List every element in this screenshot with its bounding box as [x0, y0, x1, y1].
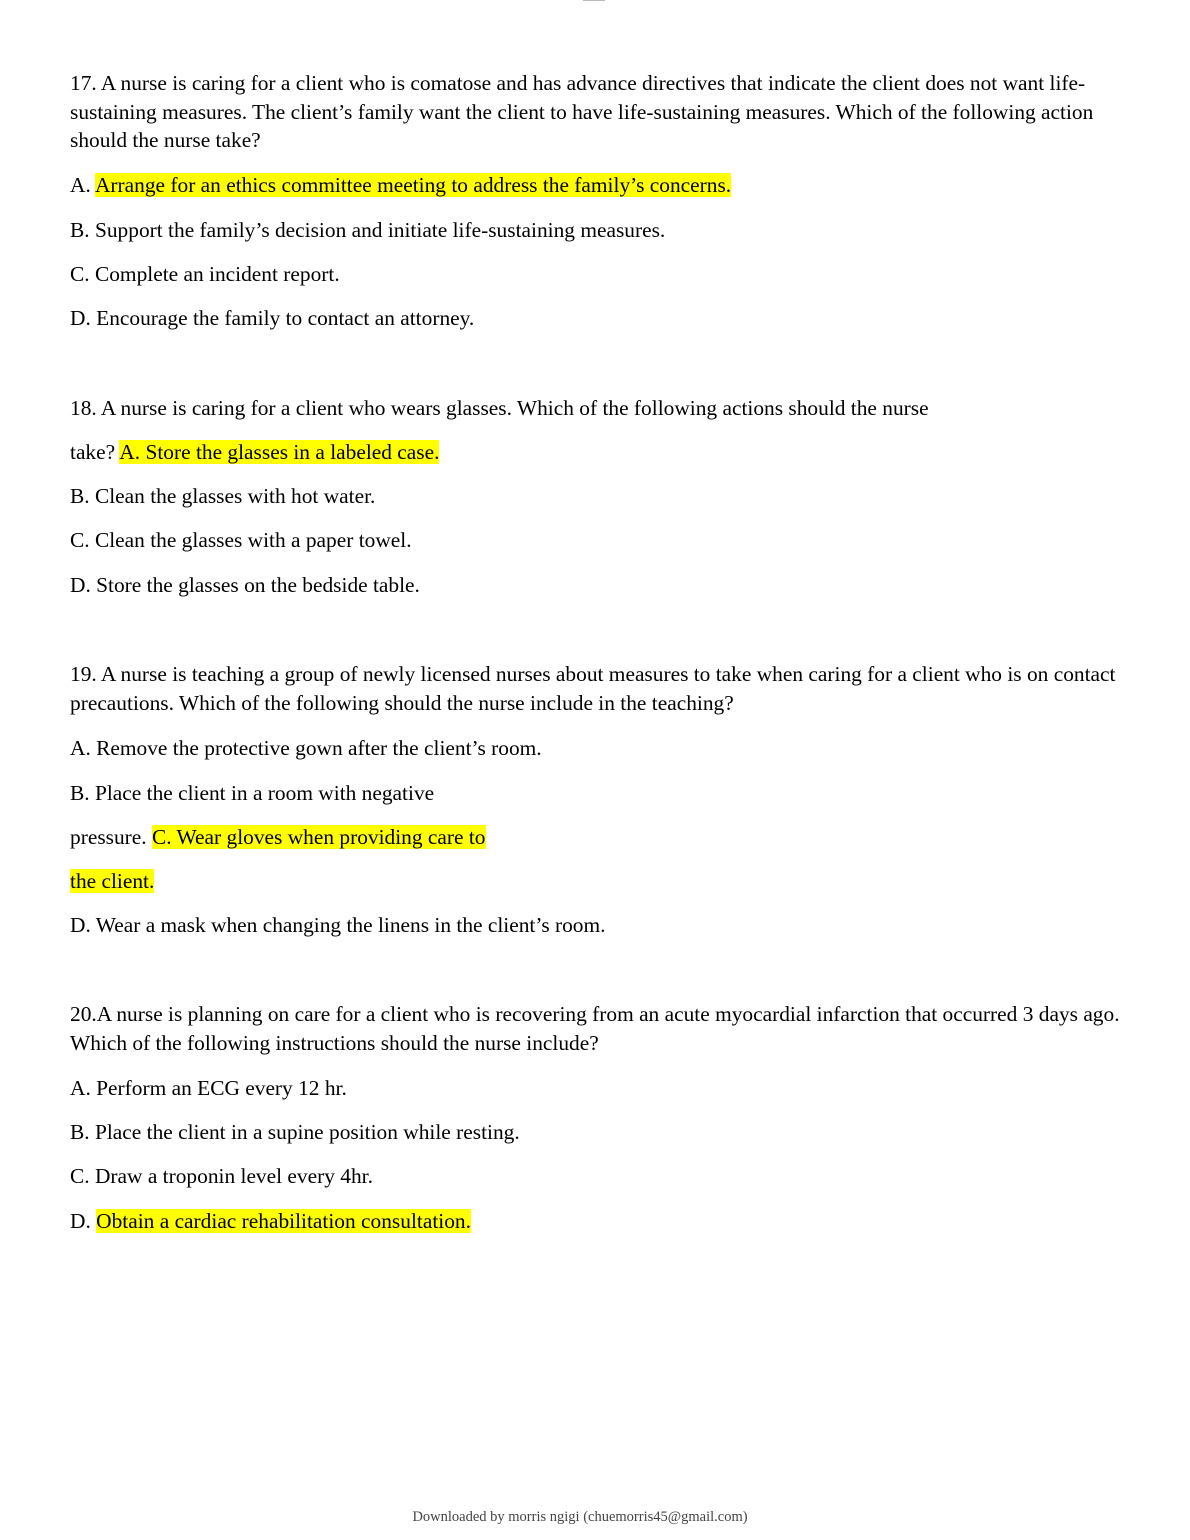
download-footer: Downloaded by morris ngigi (chuemorris45@gmail.com)	[412, 1509, 748, 1525]
q19-option-d: D. Wear a mask when changing the linens in the client’s room.	[70, 913, 606, 937]
page-top-mark	[583, 0, 605, 3]
question-17-text: 17. A nurse is caring for a client who is comatose and has advance directives that indicate the client does not want life-sustaining measures. The client’s family want the client to have life-sustaining measures. Which of the following action should the nurse take?	[70, 71, 1094, 152]
q18-question-tail: take?	[70, 440, 116, 464]
q17-option-a-prefix: A.	[70, 173, 91, 197]
q19-option-c-continued	[70, 867, 154, 896]
q20-option-d	[70, 1207, 471, 1236]
q18-option-a	[70, 438, 439, 467]
q19-option-b: B. Place the client in a room with negative	[70, 781, 435, 805]
q19-option-c-answer-highlight: C. Wear gloves when providing care to	[151, 825, 486, 849]
q20-option-a: A. Perform an ECG every 12 hr.	[70, 1076, 347, 1100]
question-18-text: 18. A nurse is caring for a client who wears glasses. Which of the following actions should the nurse	[70, 396, 929, 420]
q18-option-d: D. Store the glasses on the bedside table.	[70, 573, 420, 597]
q17-option-b: B. Support the family’s decision and initiate life-sustaining measures.	[70, 218, 666, 242]
q17-option-c: C. Complete an incident report.	[70, 262, 340, 286]
q20-option-d-prefix: D.	[70, 1209, 91, 1233]
q18-option-b: B. Clean the glasses with hot water.	[70, 484, 376, 508]
question-19-text: 19. A nurse is teaching a group of newly licensed nurses about measures to take when caring for a client who is on contact precautions. Which of the following should the nurse include in the teaching?	[70, 662, 1116, 715]
q17-option-d: D. Encourage the family to contact an attorney.	[70, 306, 475, 330]
question-20-text: 20.A nurse is planning on care for a client who is recovering from an acute myocardial infarction that occurred 3 days ago. Which of the following instructions should the nurse include?	[70, 1002, 1120, 1055]
q20-option-d-answer-highlight: Obtain a cardiac rehabilitation consultation.	[96, 1209, 471, 1233]
q19-option-a: A. Remove the protective gown after the client’s room.	[70, 736, 542, 760]
q19-option-b-continued	[70, 823, 486, 852]
q20-option-c: C. Draw a troponin level every 4hr.	[70, 1164, 373, 1188]
q19-option-c-answer-highlight-tail: the client.	[70, 869, 155, 893]
q17-option-a-answer-highlight: Arrange for an ethics committee meeting to address the family’s concerns.	[94, 173, 732, 197]
q18-option-a-answer-highlight: A. Store the glasses in a labeled case.	[119, 440, 440, 464]
q19-option-b-tail: pressure.	[70, 825, 147, 849]
q20-option-b: B. Place the client in a supine position while resting.	[70, 1120, 520, 1144]
q18-option-c: C. Clean the glasses with a paper towel.	[70, 528, 412, 552]
q17-option-a	[70, 171, 731, 200]
